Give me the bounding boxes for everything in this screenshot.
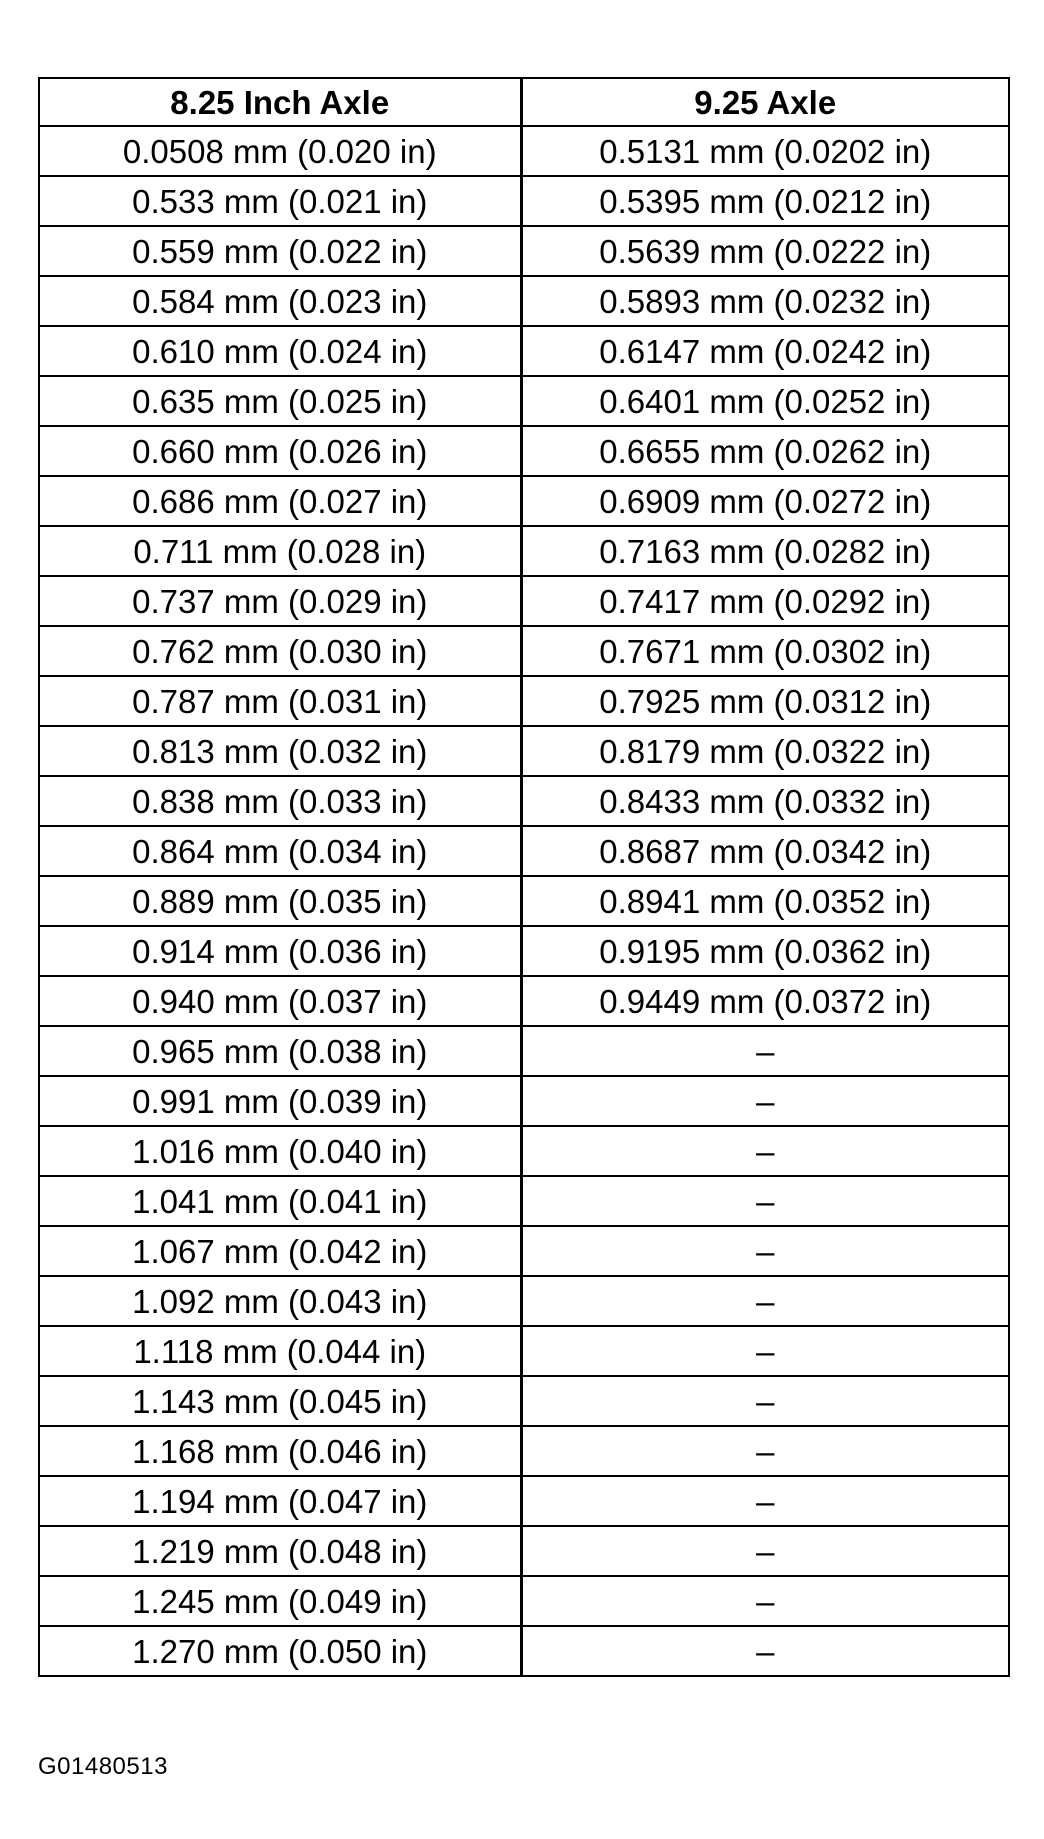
cell-9-25-axle: 0.7671 mm (0.0302 in) xyxy=(521,626,1009,676)
table-row xyxy=(39,126,1009,176)
cell-8-25-axle: 0.660 mm (0.026 in) xyxy=(39,426,521,476)
table-row xyxy=(39,876,1009,926)
table-row xyxy=(39,1426,1009,1476)
column-header-9-25-axle: 9.25 Axle xyxy=(521,78,1009,126)
cell-9-25-axle: 0.5395 mm (0.0212 in) xyxy=(521,176,1009,226)
cell-8-25-axle: 1.245 mm (0.049 in) xyxy=(39,1576,521,1626)
cell-9-25-axle: 0.8179 mm (0.0322 in) xyxy=(521,726,1009,776)
cell-9-25-axle: – xyxy=(521,1026,1009,1076)
cell-8-25-axle: 0.864 mm (0.034 in) xyxy=(39,826,521,876)
cell-8-25-axle: 0.889 mm (0.035 in) xyxy=(39,876,521,926)
table-row xyxy=(39,476,1009,526)
cell-9-25-axle: – xyxy=(521,1626,1009,1676)
table-row xyxy=(39,1026,1009,1076)
cell-9-25-axle: – xyxy=(521,1526,1009,1576)
table-row xyxy=(39,1276,1009,1326)
cell-8-25-axle: 0.711 mm (0.028 in) xyxy=(39,526,521,576)
cell-8-25-axle: 0.584 mm (0.023 in) xyxy=(39,276,521,326)
table-row xyxy=(39,1126,1009,1176)
cell-8-25-axle: 1.270 mm (0.050 in) xyxy=(39,1626,521,1676)
table-row xyxy=(39,676,1009,726)
table-row xyxy=(39,1176,1009,1226)
table-row xyxy=(39,1076,1009,1126)
table-row xyxy=(39,576,1009,626)
cell-8-25-axle: 0.991 mm (0.039 in) xyxy=(39,1076,521,1126)
cell-9-25-axle: 0.5893 mm (0.0232 in) xyxy=(521,276,1009,326)
table-row xyxy=(39,1476,1009,1526)
cell-9-25-axle: – xyxy=(521,1176,1009,1226)
cell-9-25-axle: 0.7925 mm (0.0312 in) xyxy=(521,676,1009,726)
cell-9-25-axle: 0.8433 mm (0.0332 in) xyxy=(521,776,1009,826)
cell-9-25-axle: 0.9195 mm (0.0362 in) xyxy=(521,926,1009,976)
cell-8-25-axle: 0.0508 mm (0.020 in) xyxy=(39,126,521,176)
table-row xyxy=(39,976,1009,1026)
cell-9-25-axle: – xyxy=(521,1326,1009,1376)
table-row xyxy=(39,176,1009,226)
cell-8-25-axle: 0.914 mm (0.036 in) xyxy=(39,926,521,976)
cell-9-25-axle: 0.8941 mm (0.0352 in) xyxy=(521,876,1009,926)
table-row xyxy=(39,1626,1009,1676)
table-row xyxy=(39,376,1009,426)
cell-9-25-axle: 0.5639 mm (0.0222 in) xyxy=(521,226,1009,276)
cell-9-25-axle: 0.6401 mm (0.0252 in) xyxy=(521,376,1009,426)
cell-9-25-axle: 0.5131 mm (0.0202 in) xyxy=(521,126,1009,176)
cell-8-25-axle: 0.762 mm (0.030 in) xyxy=(39,626,521,676)
table-row xyxy=(39,1326,1009,1376)
cell-8-25-axle: 0.965 mm (0.038 in) xyxy=(39,1026,521,1076)
cell-8-25-axle: 0.940 mm (0.037 in) xyxy=(39,976,521,1026)
table-row xyxy=(39,426,1009,476)
cell-8-25-axle: 0.533 mm (0.021 in) xyxy=(39,176,521,226)
table-row xyxy=(39,626,1009,676)
cell-8-25-axle: 1.016 mm (0.040 in) xyxy=(39,1126,521,1176)
table-row xyxy=(39,1376,1009,1426)
cell-8-25-axle: 1.092 mm (0.043 in) xyxy=(39,1276,521,1326)
table-header-row xyxy=(39,78,1009,126)
table-row xyxy=(39,526,1009,576)
cell-8-25-axle: 0.737 mm (0.029 in) xyxy=(39,576,521,626)
table-row xyxy=(39,326,1009,376)
table-row xyxy=(39,1576,1009,1626)
cell-8-25-axle: 0.838 mm (0.033 in) xyxy=(39,776,521,826)
cell-9-25-axle: – xyxy=(521,1276,1009,1326)
cell-9-25-axle: – xyxy=(521,1226,1009,1276)
table-row xyxy=(39,926,1009,976)
cell-8-25-axle: 1.194 mm (0.047 in) xyxy=(39,1476,521,1526)
table-row xyxy=(39,1226,1009,1276)
cell-8-25-axle: 0.686 mm (0.027 in) xyxy=(39,476,521,526)
cell-8-25-axle: 0.635 mm (0.025 in) xyxy=(39,376,521,426)
cell-9-25-axle: – xyxy=(521,1126,1009,1176)
figure-code: G01480513 xyxy=(38,1753,168,1780)
table-body xyxy=(39,126,1009,1676)
table-row xyxy=(39,776,1009,826)
cell-8-25-axle: 0.559 mm (0.022 in) xyxy=(39,226,521,276)
cell-9-25-axle: 0.9449 mm (0.0372 in) xyxy=(521,976,1009,1026)
cell-8-25-axle: 1.168 mm (0.046 in) xyxy=(39,1426,521,1476)
table-row xyxy=(39,276,1009,326)
cell-9-25-axle: 0.8687 mm (0.0342 in) xyxy=(521,826,1009,876)
cell-9-25-axle: 0.7417 mm (0.0292 in) xyxy=(521,576,1009,626)
cell-8-25-axle: 0.787 mm (0.031 in) xyxy=(39,676,521,726)
column-header-8-25-axle: 8.25 Inch Axle xyxy=(39,78,521,126)
cell-9-25-axle: 0.6909 mm (0.0272 in) xyxy=(521,476,1009,526)
cell-9-25-axle: 0.7163 mm (0.0282 in) xyxy=(521,526,1009,576)
cell-9-25-axle: – xyxy=(521,1476,1009,1526)
cell-9-25-axle: – xyxy=(521,1426,1009,1476)
cell-9-25-axle: 0.6147 mm (0.0242 in) xyxy=(521,326,1009,376)
cell-8-25-axle: 0.813 mm (0.032 in) xyxy=(39,726,521,776)
table-row xyxy=(39,826,1009,876)
cell-9-25-axle: – xyxy=(521,1376,1009,1426)
cell-8-25-axle: 1.143 mm (0.045 in) xyxy=(39,1376,521,1426)
table-row xyxy=(39,726,1009,776)
cell-8-25-axle: 0.610 mm (0.024 in) xyxy=(39,326,521,376)
table-row xyxy=(39,226,1009,276)
cell-8-25-axle: 1.219 mm (0.048 in) xyxy=(39,1526,521,1576)
cell-8-25-axle: 1.067 mm (0.042 in) xyxy=(39,1226,521,1276)
axle-spec-table xyxy=(38,77,1010,1677)
table-row xyxy=(39,1526,1009,1576)
cell-9-25-axle: – xyxy=(521,1076,1009,1126)
cell-8-25-axle: 1.041 mm (0.041 in) xyxy=(39,1176,521,1226)
cell-9-25-axle: 0.6655 mm (0.0262 in) xyxy=(521,426,1009,476)
cell-9-25-axle: – xyxy=(521,1576,1009,1626)
cell-8-25-axle: 1.118 mm (0.044 in) xyxy=(39,1326,521,1376)
